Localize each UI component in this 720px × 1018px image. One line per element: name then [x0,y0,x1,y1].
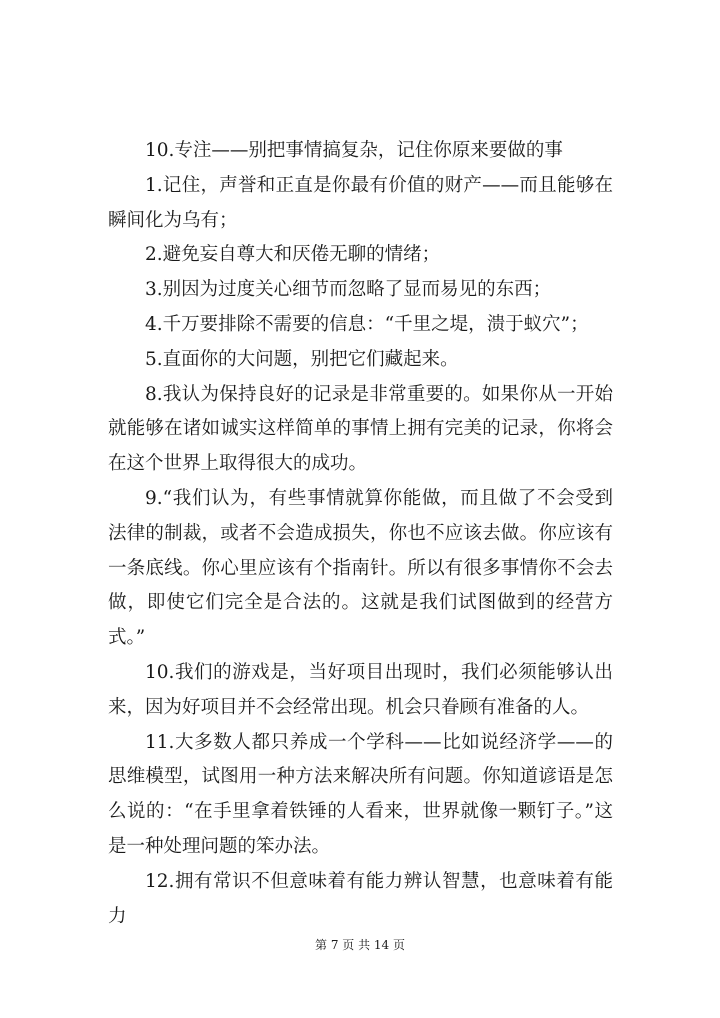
paragraph-3: 2.避免妄自尊大和厌倦无聊的情绪； [145,244,441,266]
paragraph-2: 1.记住，声誉和正直是你最有价值的财产——而且能够在瞬间化为乌有； [108,174,613,231]
paragraph-4: 3.别因为过度关心细节而忽略了显而易见的东西； [145,279,552,301]
paragraph-1: 10.专注——别把事情搞复杂，记住你原来要做的事 [145,140,563,161]
page-footer: 第 7 页 共 14 页 [315,938,405,952]
paragraph-5: 4.千万要排除不需要的信息：“千里之堤，溃于蚁穴”； [145,313,589,335]
paragraph-8: 9.“我们认为，有些事情就算你能做，而且做了不会受到法律的制裁，或者不会造成损失，你也不应该去做。你应该有一条底线。你心里应该有个指南针。所以有很多事情你不会去做，即使它们完全是合法的。这就是我们试图做到的经营方式。” [108,487,613,649]
paragraph-9: 10.我们的游戏是，当好项目出现时，我们必须能够认出来，因为好项目并不会经常出现。机会只眷顾有准备的人。 [108,661,613,718]
paragraph-10: 11.大多数人都只养成一个学科——比如说经济学——的思维模型，试图用一种方法来解决所有问题。你知道谚语是怎么说的：“在手里拿着铁锤的人看来，世界就像一颗钉子。”这是一种处理问题的笨办法。 [108,731,613,857]
paragraph-11: 12.拥有常识不但意味着有能力辨认智慧，也意味着有能力 [108,870,613,927]
document-body [108,134,613,934]
paragraph-7: 8.我认为保持良好的记录是非常重要的。如果你从一开始就能够在诸如诚实这样简单的事情上拥有完美的记录，你将会在这个世界上取得很大的成功。 [108,383,613,475]
paragraph-6: 5.直面你的大问题，别把它们藏起来。 [145,348,459,370]
